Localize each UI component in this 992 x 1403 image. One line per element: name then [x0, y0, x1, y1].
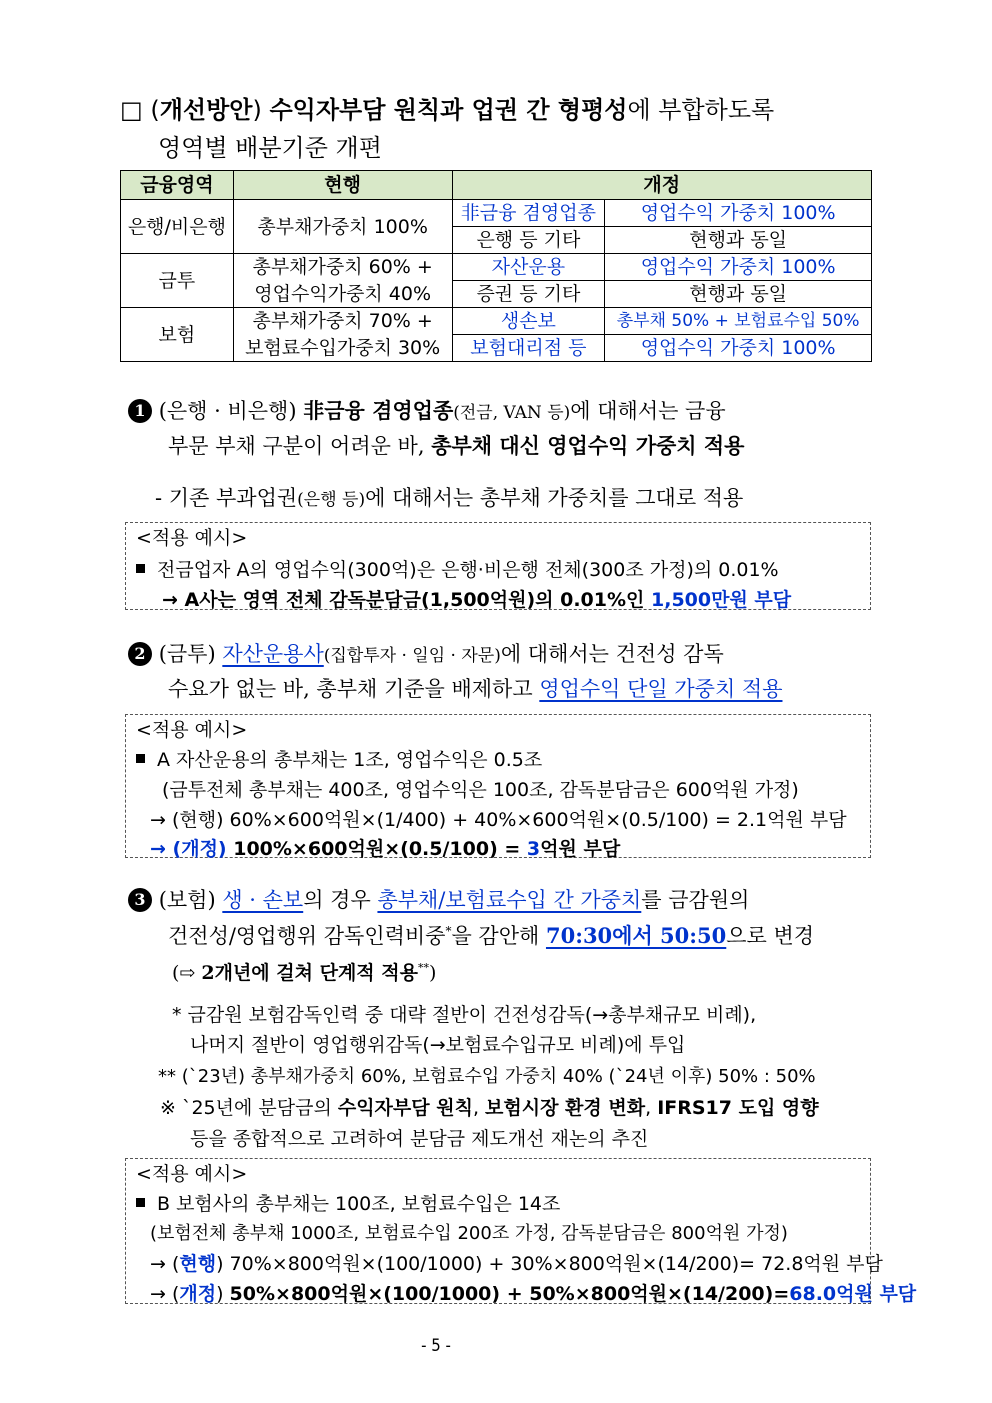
bullet-square-icon	[136, 1198, 145, 1207]
revised-weight-cell: 현행과 동일	[605, 227, 872, 254]
revised-sector-cell: 자산운용	[452, 254, 605, 281]
revised-weight-cell: 영업수익 가중치 100%	[605, 200, 872, 227]
example-box-2	[125, 714, 871, 858]
table-header: 금융영역	[121, 171, 234, 200]
comparison-table	[120, 170, 872, 362]
bullet-square-icon	[136, 754, 145, 763]
table-header-row	[121, 171, 872, 200]
example-line: → (현행) 60%×600억원×(1/400) + 40%×600억원×(0.5/100) = 2.1억원 부담	[150, 809, 847, 831]
example-line: (보험전체 총부채 1000조, 보험료수입 200조 가정, 감독분담금은 800억원 가정)	[150, 1223, 788, 1244]
page-number: - 5 -	[421, 1336, 451, 1356]
heading-emphasis: 수익자부담 원칙과 업권 간 형평성	[269, 96, 628, 124]
revised-weight-cell: 영업수익 가중치 100%	[605, 254, 872, 281]
revised-weight-cell: 현행과 동일	[605, 281, 872, 308]
example-result: → (개정) 100%×600억원×(0.5/100) = 3억원 부담	[150, 838, 621, 860]
item3-line-1: 3 (보험) 생 · 손보의 경우 총부채/보험료수입 간 가중치를 금감원의	[128, 884, 749, 914]
item1-line-2: 부문 부채 구분이 어려운 바, 총부채 대신 영업수익 가중치 적용	[168, 433, 745, 458]
item3-line-3: (⇨ 2개년에 걸쳐 단계적 적용**)	[172, 961, 437, 984]
current-cell: 총부채가중치 60% +	[233, 254, 452, 281]
item1-line-1: 1 (은행 · 비은행) 非금융 겸영업종(전금, VAN 등)에 대해서는 금융	[128, 395, 726, 425]
table-row	[121, 200, 872, 227]
example-title: <적용 예시>	[136, 527, 248, 549]
heading-line-1: □ (개선방안) 수익자부담 원칙과 업권 간 형평성에 부합하도록	[120, 96, 775, 124]
table-header: 현행	[233, 171, 452, 200]
note-1: * 금감원 보험감독인력 중 대략 절반이 건전성감독(→총부채규모 비례),	[172, 1004, 757, 1026]
item3-line-2: 건전성/영업행위 감독인력비중*을 감안해 70:30에서 50:50으로 변경	[168, 923, 815, 948]
table-row	[121, 308, 872, 335]
revised-sector-cell: 증권 등 기타	[452, 281, 605, 308]
note-1-cont: 나머지 절반이 영업행위감독(→보험료수입규모 비례)에 투입	[190, 1034, 686, 1056]
checkbox-square-icon: □	[120, 96, 143, 124]
example-box-3	[125, 1158, 917, 1305]
example-line: B 보험사의 총부채는 100조, 보험료수입은 14조	[136, 1189, 860, 1216]
number-3-icon: 3	[128, 888, 152, 912]
example-box-1	[125, 522, 871, 610]
revised-sector-cell: 非금융 겸영업종	[452, 200, 605, 227]
revised-weight-cell: 영업수익 가중치 100%	[605, 335, 872, 362]
revised-sector-cell: 보험대리점 등	[452, 335, 605, 362]
number-1-icon: 1	[128, 399, 152, 423]
area-cell: 은행/비은행	[121, 200, 234, 254]
current-cell: 총부채가중치 70% +	[233, 308, 452, 335]
example-line: → (현행) 70%×800억원×(100/1000) + 30%×800억원×(14/200)= 72.8억원 부담	[150, 1253, 883, 1275]
heading-line-2: 영역별 배분기준 개편	[158, 134, 382, 162]
example-line: A 자산운용의 총부채는 1조, 영업수익은 0.5조	[136, 745, 860, 772]
item1-sub: - 기존 부과업권(은행 등)에 대해서는 총부채 가중치를 그대로 적용	[155, 486, 744, 510]
note-2: ** (`23년) 총부채가중치 60%, 보험료수입 가중치 40% (`24년 이후) 50% : 50%	[158, 1066, 816, 1087]
number-2-icon: 2	[128, 642, 152, 666]
current-cell-cont: 영업수익가중치 40%	[233, 281, 452, 308]
item2-line-2: 수요가 없는 바, 총부채 기준을 배제하고 영업수익 단일 가중치 적용	[168, 677, 783, 701]
example-result: → (개정) 50%×800억원×(100/1000) + 50%×800억원×(14/200)=68.0억원 부담	[150, 1283, 917, 1305]
current-cell-cont: 보험료수입가중치 30%	[233, 335, 452, 362]
area-cell: 보험	[121, 308, 234, 362]
note-3: ※ `25년에 분담금의 수익자부담 원칙, 보험시장 환경 변화, IFRS17 도입 영향	[160, 1097, 819, 1119]
revised-weight-cell: 총부채 50% + 보험료수입 50%	[605, 308, 872, 335]
table-row	[121, 254, 872, 281]
revised-sector-cell: 생손보	[452, 308, 605, 335]
table-row	[121, 281, 872, 308]
table-header: 개정	[452, 171, 872, 200]
example-line: (금투전체 총부채는 400조, 영업수익은 100조, 감독분담금은 600억원 가정)	[162, 779, 799, 801]
example-title: <적용 예시>	[136, 719, 248, 741]
bullet-square-icon	[136, 564, 145, 573]
revised-sector-cell: 은행 등 기타	[452, 227, 605, 254]
table-row	[121, 335, 872, 362]
current-cell: 총부채가중치 100%	[233, 200, 452, 254]
example-title: <적용 예시>	[136, 1163, 248, 1185]
item2-line-1: 2 (금투) 자산운용사(집합투자 · 일임 · 자문)에 대해서는 건전성 감독	[128, 638, 724, 668]
note-3-cont: 등을 종합적으로 고려하여 분담금 제도개선 재논의 추진	[190, 1128, 649, 1150]
example-result: → A사는 영역 전체 감독분담금(1,500억원)의 0.01%인 1,500만원 부담	[162, 589, 792, 611]
area-cell: 금투	[121, 254, 234, 308]
example-line: 전금업자 A의 영업수익(300억)은 은행·비은행 전체(300조 가정)의 0.01%	[136, 555, 860, 582]
